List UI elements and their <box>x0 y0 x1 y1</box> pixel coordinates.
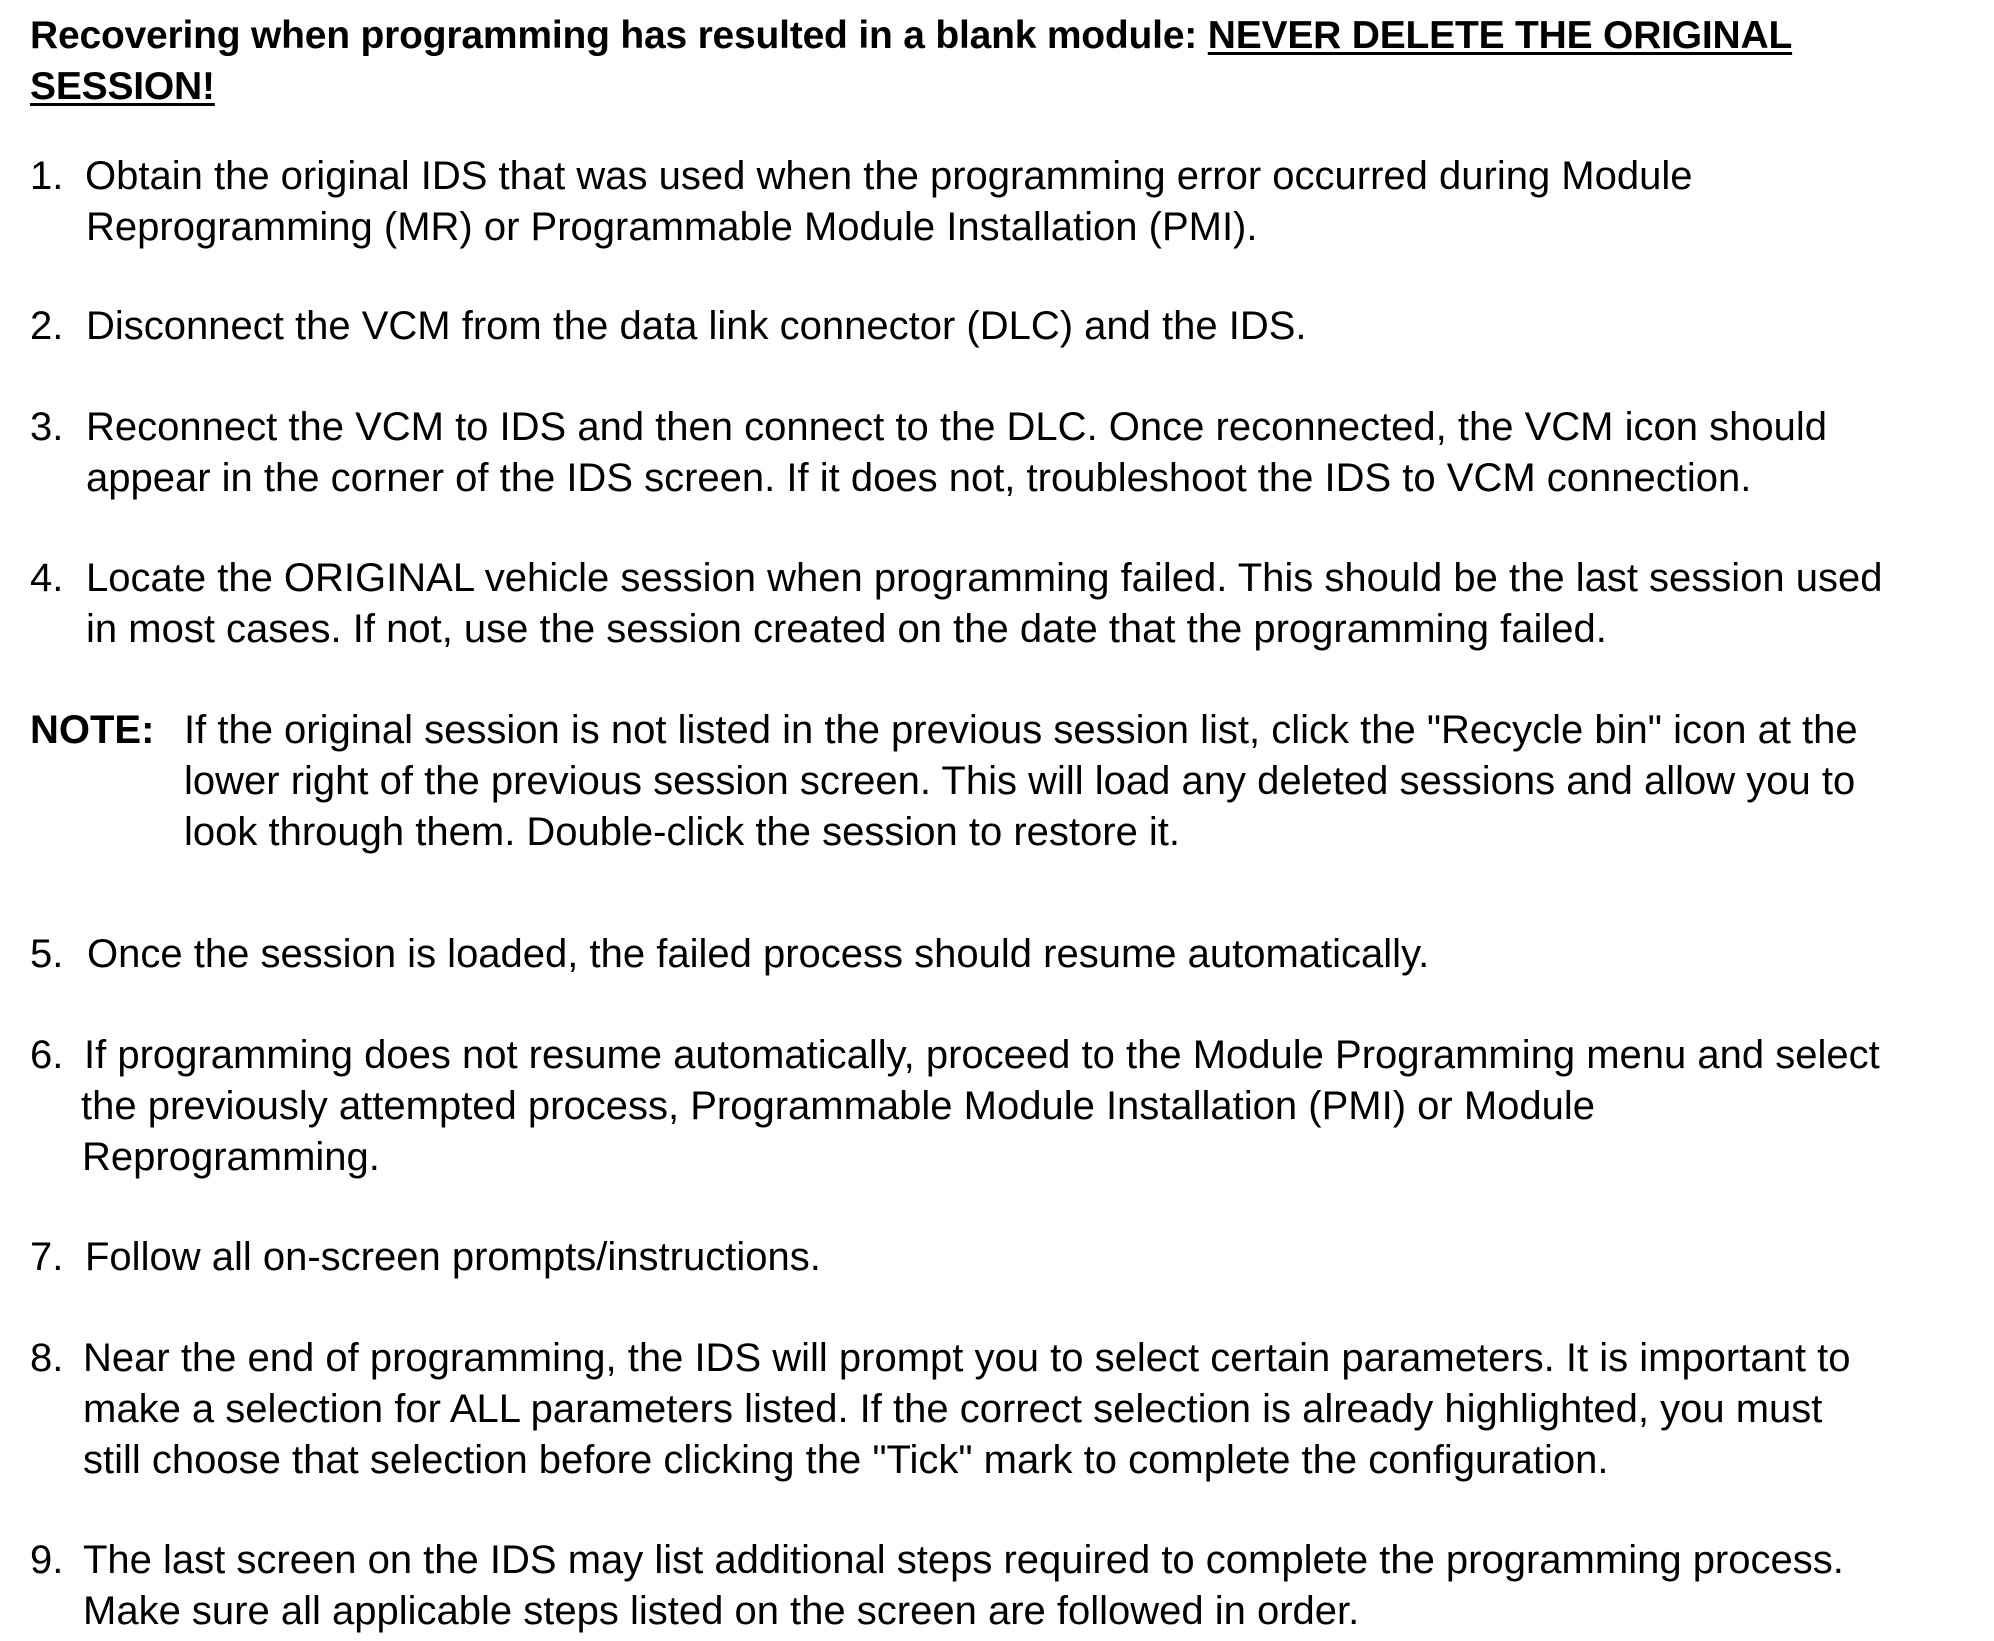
note-text-line: If the original session is not listed in the previous session list, click the "Recycle bin" icon at the <box>184 708 1858 752</box>
step-text-line: Once the session is loaded, the failed process should resume automatically. <box>87 932 1430 976</box>
step-text-line: in most cases. If not, use the session created on the date that the programming failed. <box>86 607 1607 651</box>
title-warning: NEVER DELETE THE ORIGINAL SESSION! <box>30 14 1793 108</box>
step-text-line: Reprogramming (MR) or Programmable Module Installation (PMI). <box>86 205 1258 249</box>
step-text-line: appear in the corner of the IDS screen. If it does not, troubleshoot the IDS to VCM connection. <box>86 456 1752 500</box>
step-text-line: If programming does not resume automatically, proceed to the Module Programming menu and select <box>84 1033 1880 1077</box>
step-text-line: make a selection for ALL parameters listed. If the correct selection is already highlighted, you must <box>83 1387 1823 1431</box>
step-number: 6. <box>30 1033 64 1077</box>
note-text-line: look through them. Double-click the session to restore it. <box>184 810 1181 854</box>
step-number: 1. <box>30 154 64 198</box>
note-label: NOTE: <box>30 708 155 752</box>
step-number: 2. <box>30 304 64 348</box>
step-text-line: Reprogramming. <box>82 1135 380 1179</box>
step-text-line: the previously attempted process, Programmable Module Installation (PMI) or Module <box>81 1084 1596 1128</box>
step-number: 7. <box>30 1235 64 1279</box>
step-text-line: Obtain the original IDS that was used when the programming error occurred during Module <box>85 154 1693 198</box>
step-text-line: The last screen on the IDS may list additional steps required to complete the programming process. <box>83 1538 1844 1582</box>
step-number: 9. <box>30 1538 64 1582</box>
step-text-line: Near the end of programming, the IDS will prompt you to select certain parameters. It is important to <box>83 1336 1851 1380</box>
step-text-line: Make sure all applicable steps listed on the screen are followed in order. <box>83 1589 1360 1633</box>
step-number: 5. <box>30 932 64 976</box>
title-text: Recovering when programming has resulted in a blank module: <box>30 14 1208 57</box>
step-text-line: Reconnect the VCM to IDS and then connect to the DLC. Once reconnected, the VCM icon should <box>86 405 1827 449</box>
step-number: 4. <box>30 556 64 600</box>
step-text-line: still choose that selection before clicking the "Tick" mark to complete the configuration. <box>83 1438 1609 1482</box>
step-number: 8. <box>30 1336 64 1380</box>
note-text-line: lower right of the previous session screen. This will load any deleted sessions and allow you to <box>184 759 1856 803</box>
step-text-line: Disconnect the VCM from the data link connector (DLC) and the IDS. <box>86 304 1307 348</box>
page-title <box>30 10 1970 112</box>
step-text-line: Locate the ORIGINAL vehicle session when programming failed. This should be the last session used <box>86 556 1883 600</box>
step-text-line: Follow all on-screen prompts/instructions. <box>85 1235 821 1279</box>
step-number: 3. <box>30 405 64 449</box>
